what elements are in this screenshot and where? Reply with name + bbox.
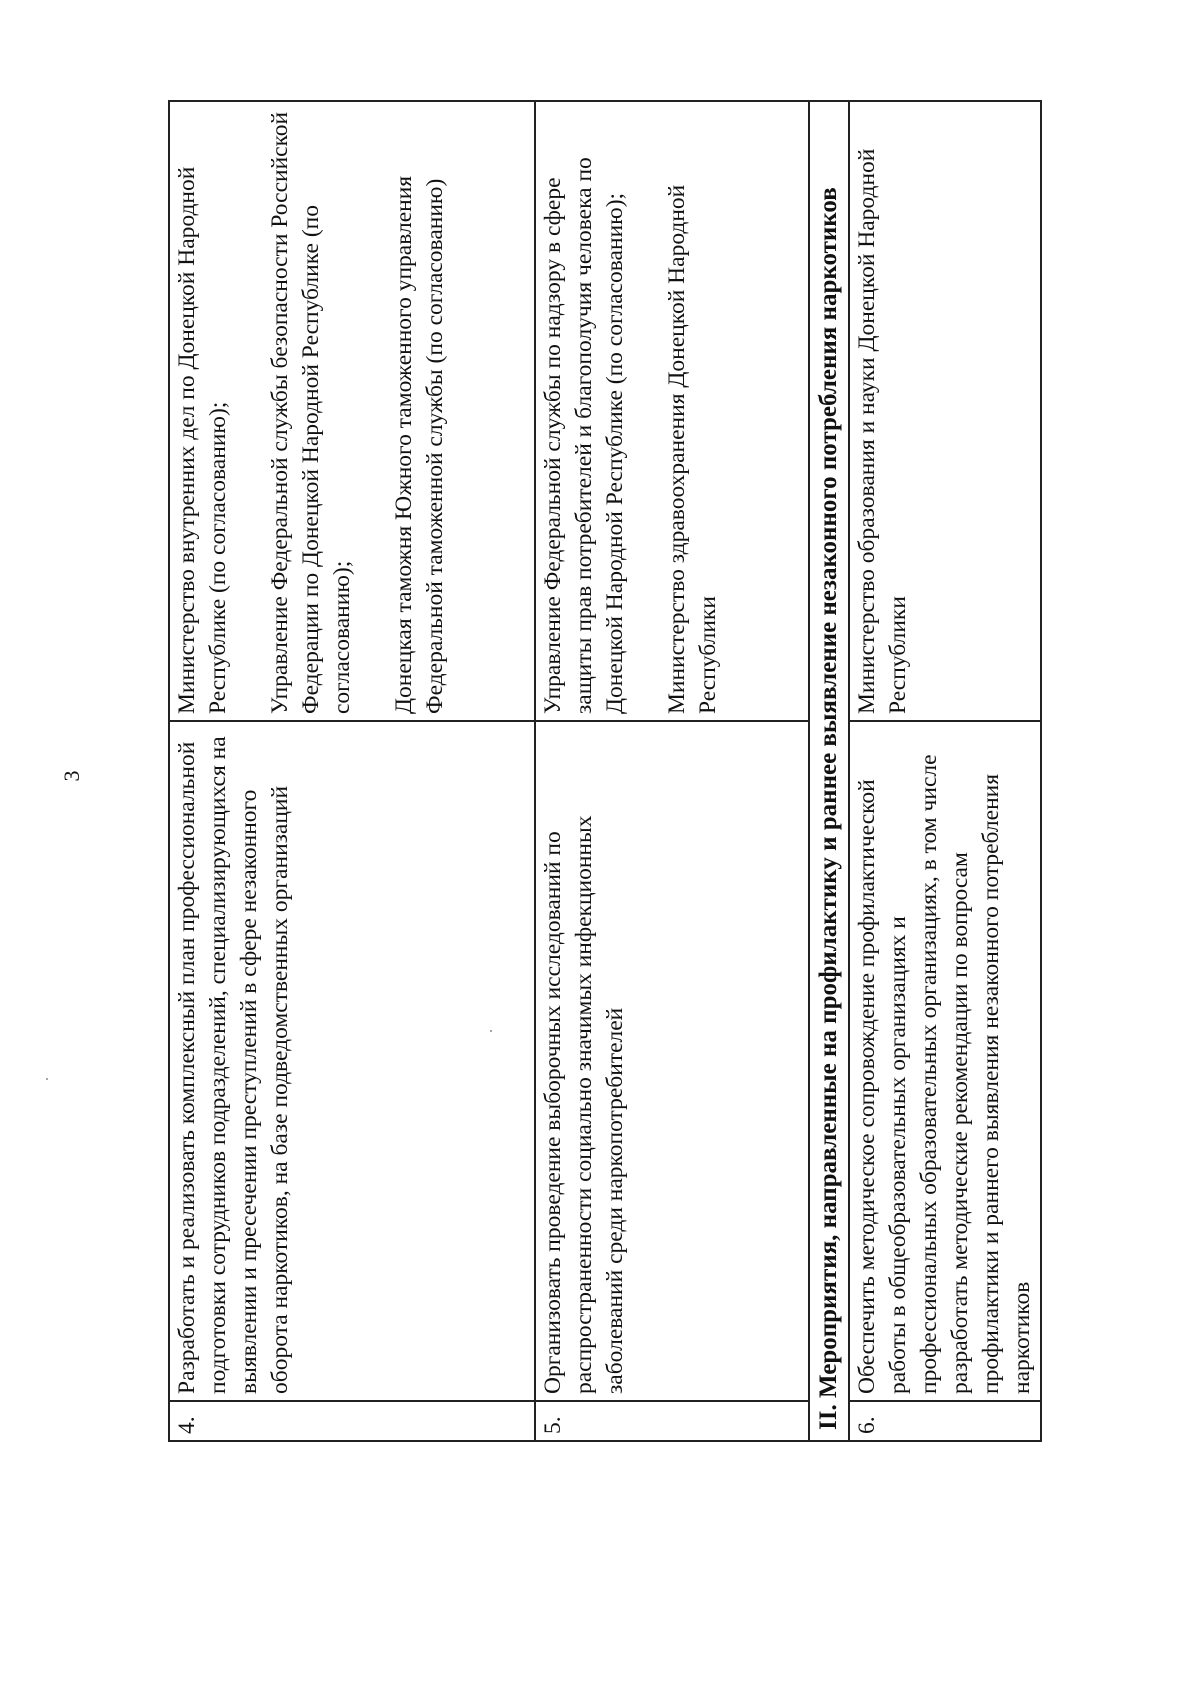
executor: Министерство здравоохранения Донецкой Народной Республики [664,184,721,714]
executor: Управление Федеральной службы по надзору в сфере защиты прав потребителей и благополучия человека по Донецкой Народной Республике (по согласованию); [540,157,628,714]
activity-description: Обеспечить методическое сопровождение профилактической работы в общеобразовательных организациях и профессиональных образовательных организациях, в том числе разработать методические рекомендации по вопросам профилактики и раннего выявления незаконного потребления наркотиков [849,721,1041,1401]
row-number: 4. [169,1401,535,1441]
activity-description: Разработать и реализовать комплексный план профессиональной подготовки сотрудников подразделений, специализирующихся на выявлении и пресечении преступлений в сфере незаконного оборота наркотиков, на базе подведомственных организаций [169,721,535,1401]
executors-cell [535,101,809,721]
section-title: II. Мероприятия, направленные на профилактику и раннее выявление незаконного потребления наркотиков [809,101,849,1441]
table-row [849,101,1041,1441]
executor: Донецкая таможня Южного таможенного управления Федеральной таможенной службы (по согласованию) [391,175,448,714]
executor: Управление Федеральной службы безопасности Российской Федерации по Донецкой Народной Республике (по согласованию); [267,111,355,714]
activity-description: Организовать проведение выборочных исследований по распространенности социально значимых инфекционных заболеваний среди наркопотребителей [535,721,809,1401]
row-number: 6. [849,1401,1041,1441]
scan-speck [46,1078,48,1080]
table-row [169,101,535,1441]
executor: Министерство внутренних дел по Донецкой Народной Республике (по согласованию); [174,166,231,714]
executors-cell [849,101,1041,721]
scan-speck [490,1030,492,1032]
executor: Министерство образования и науки Донецкой Народной Республики [854,148,911,714]
activities-table [168,100,1042,1442]
executors-cell [169,101,535,721]
table-row [535,101,809,1441]
rotated-page [59,102,1098,1442]
page-number: 3 [59,770,84,782]
section-header-row [809,101,849,1441]
row-number: 5. [535,1401,809,1441]
